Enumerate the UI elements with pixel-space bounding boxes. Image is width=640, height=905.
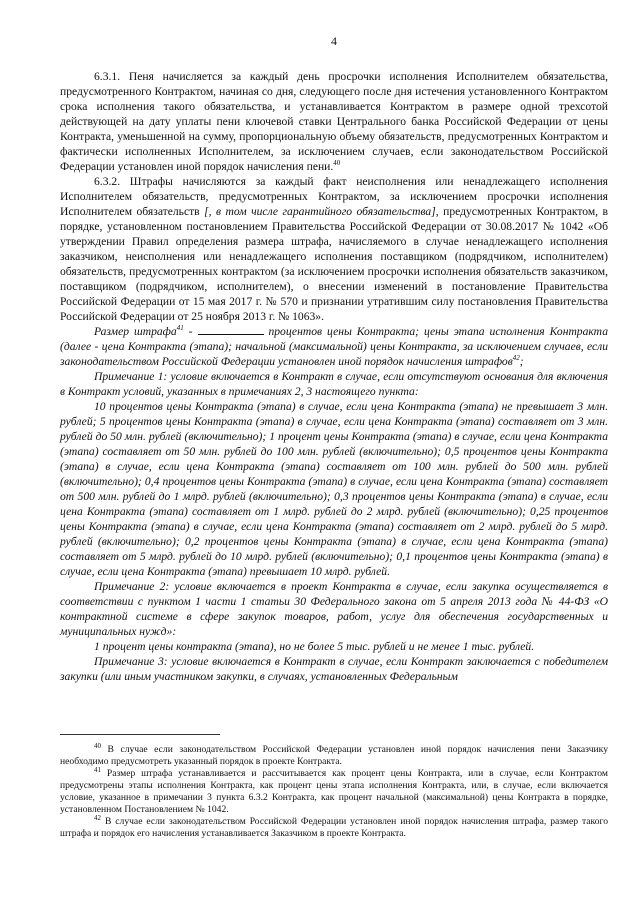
note-3: Примечание 3: условие включается в Контракт в случае, если Контракт заключается с победителем закупки (или иным участником закупки, в случаях, установленных Федеральным <box>60 655 608 683</box>
footnote-41-text: Размер штрафа устанавливается и рассчитывается как процент цены Контракта, или в случае, если Контрактом предусмотрены этапы исполнения Контракта, как процент цены этапа исполнения Контракта, или, в случае, если включается условие, указанное в примечании 3 пункта 6.3.2 Контракта, как процент начальной (максимальной) цены Контракта в порядке, установленном Постановлением № 1042. <box>60 768 608 815</box>
penalty-scale: 10 процентов цены Контракта (этапа) в случае, если цена Контракта (этапа) не превышает 3 млн. рублей; 5 процентов цены Контракта (этапа) в случае, если цена Контракта (этапа) составляет от 3 млн. рублей до 50 млн. рублей (включительно); 1 процент цены Контракта (этапа) в случае, если цена Контракта (этапа) составляет от 50 млн. рублей до 100 млн. рублей (включительно); 0,5 процентов цены Контракта (этапа) в случае, если цена Контракта (этапа) составляет от 100 млн. рублей до 500 млн. рублей (включительно); 0,4 процентов цены Контракта (этапа) в случае, если цена Контракта (этапа) составляет от 500 млн. рублей до 1 млрд. рублей (включительно); 0,3 процентов цены Контракта (этапа) в случае, если цена Контракта (этапа) составляет от 1 млрд. рублей до 2 млрд. рублей (включительно); 0,25 процентов цены Контракта (этапа) в случае, если цена Контракта (этапа) составляет от 2 млрд. рублей до 5 млрд. рублей (включительно); 0,2 процентов цены Контракта (этапа) в случае, если цена Контракта (этапа) составляет от 5 млрд. рублей до 10 млрд. рублей (включительно); 0,1 процентов цены Контракта (этапа) в случае, если цена Контракта (этапа) превышает 10 млрд. рублей. <box>60 400 608 578</box>
footnote-40-text: В случае если законодательством Российской Федерации установлен иной порядок начисления пени Заказчику необходимо предусмотреть указанный порядок в проекте Контракта. <box>60 744 609 767</box>
footnote-42 <box>60 813 608 840</box>
paragraph-6-3-2-text-c: , предусмотренных Контрактом, в порядке, установленном постановлением Правительства Российской Федерации от 30.08.2017 № 1042 «Об утверждении Правил определения размера штрафа, начисляемого в случае ненадлежащего исполнения заказчиком, неисполнения или ненадлежащего исполнения поставщиком (подрядчиком, исполнителем) обязательств, предусмотренных контрактом (за исключением просрочки исполнения обязательств заказчиком, поставщиком (подрядчиком, исполнителем), о внесении изменений в постановление Правительства Российской Федерации от 15 мая 2017 г. № 570 и признании утратившим силу постановления Правительства Российской Федерации от 25 ноября 2013 г. № 1063». <box>60 205 609 323</box>
footnotes <box>60 741 609 840</box>
penalty-size-label: Размер штрафа <box>94 325 177 338</box>
paragraph-6-3-2-text-a: 6.3.2. Штрафы начисляются за каждый факт неисполнения или ненадлежащего исполнения Исполнителем обязательств, предусмотренных Контрактом, за исключением просрочки исполнения Исполнителем обязательств <box>60 175 608 218</box>
footnote-41-number: 41 <box>94 765 101 774</box>
document-page <box>60 34 608 684</box>
penalty-size-paragraph <box>60 324 608 369</box>
footnote-40 <box>60 741 609 768</box>
footnote-41 <box>60 765 608 816</box>
paragraph-6-3-2 <box>60 174 608 324</box>
penalty-size-text: процентов цены Контракта; цены этапа исполнения Контракта (далее - цена Контракта (этапа); начальной (максимальной) цены Контракта, за исключением случаев, если законодательством Российской Федерации установлен иной порядок начисления штрафов <box>60 325 608 368</box>
penalty-percent-blank-field[interactable] <box>198 324 264 335</box>
paragraph-6-3-2-italic-insert: [, в том числе гарантийного обязательства] <box>204 205 436 218</box>
note-2: Примечание 2: условие включается в проект Контракта в случае, если закупка осуществляется в соответствии с пунктом 1 части 1 статьи 30 Федерального закона от 5 апреля 2013 года № 44-ФЗ «О контрактной системе в сфере закупок товаров, работ, услуг для обеспечения государственных и муниципальных нужд»: <box>60 580 608 638</box>
footnote-ref-41[interactable]: 41 <box>176 324 184 333</box>
footnote-ref-40[interactable]: 40 <box>333 159 341 168</box>
penalty-size-dash: - <box>183 325 198 338</box>
paragraph-6-3-1 <box>60 69 608 174</box>
footnote-42-text: В случае если законодательством Российской Федерации установлен иной порядок начисления штрафа, размер такого штрафа и порядок его начисления устанавливается Заказчиком в проекте Контракта. <box>60 816 608 839</box>
note-1: Примечание 1: условие включается в Контракт в случае, если отсутствуют основания для включения в Контракт условий, указанных в примечаниях 2, 3 настоящего пункта: <box>60 370 608 398</box>
paragraph-6-3-1-text: 6.3.1. Пеня начисляется за каждый день просрочки исполнения Исполнителем обязательства, предусмотренного Контрактом, начиная со дня, следующего после дня истечения установленного Контрактом срока исполнения такого обязательства, и устанавливается Контрактом в размере одной трехсотой действующей на дату уплаты пени ключевой ставки Центрального банка Российской Федерации от цены Контракта, уменьшенной на сумму, пропорциональную объему обязательств, предусмотренных Контрактом и фактически исполненных Исполнителем, за исключением случаев, если законодательством Российской Федерации установлен иной порядок начисления пени. <box>60 70 608 173</box>
footnote-ref-42[interactable]: 42 <box>512 354 520 363</box>
page-number: 4 <box>331 34 337 48</box>
footnote-40-number: 40 <box>94 741 101 750</box>
footnote-separator <box>60 734 220 735</box>
footnote-42-number: 42 <box>94 813 101 822</box>
penalty-size-end: ; <box>519 355 524 368</box>
note-2-value: 1 процент цены контракта (этапа), но не более 5 тыс. рублей и не менее 1 тыс. рублей. <box>94 640 535 653</box>
